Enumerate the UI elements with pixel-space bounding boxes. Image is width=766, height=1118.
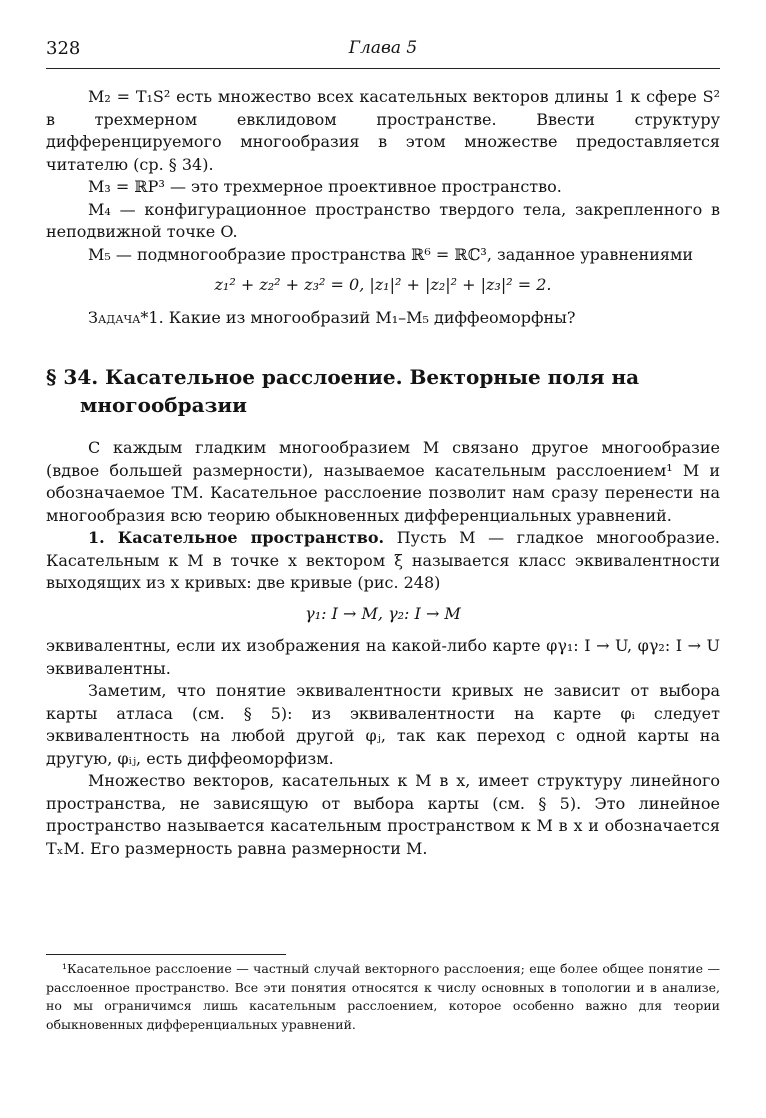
paragraph-atlas: Заметим, что понятие эквивалентности кривых не зависит от выбора карты атласа (см. § 5): из эквивалентности на карте φᵢ следует эквивалентность на любой другой φⱼ, так как переход с одной карты на другую, φᵢⱼ, есть диффеоморфизм. (46, 681, 720, 768)
task-label: Задача*1. (88, 307, 164, 327)
task-1 (46, 307, 720, 330)
page-number: 328 (46, 38, 81, 59)
paragraph-linear-space: Множество векторов, касательных к M в x, имеет структуру линейного пространства, не зависящую от выбора карты (см. § 5). Это линейное пространство называется касательным пространством к M в x и обозначается TₓM. Его размерность равна размерности M. (46, 771, 721, 858)
m5-equations: z₁² + z₂² + z₃² = 0, |z₁|² + |z₂|² + |z₃|² = 2. (214, 275, 552, 294)
running-head: Глава 5 (348, 38, 418, 58)
footnote (46, 960, 720, 1034)
paragraph-tangent-space-text: Пусть M — гладкое многообразие. Касательным к M в точке x вектором ξ называется класс эквивалентности выходящих из x кривых: две кривые (рис. 248) (46, 528, 721, 592)
item-m3: M₃ = ℝP³ — это трехмерное проективное пространство. (88, 177, 562, 196)
item-m5: M₅ — подмногообразие пространства ℝ⁶ = ℝℂ³, заданное уравнениями (88, 244, 694, 264)
footnote-rule (46, 954, 286, 955)
task-text: Какие из многообразий M₁–M₅ диффеоморфны? (168, 307, 576, 327)
item-m2: M₂ = T₁S² есть множество всех касательных векторов длины 1 к сфере S² в трехмерном евклидовом пространстве. Ввести структуру дифференцируемого многообразия в этом множестве предоставляется читателю (ср. § 34). (46, 87, 720, 174)
header-rule (46, 68, 720, 69)
curves-formula: γ₁: I → M, γ₂: I → M (305, 603, 461, 623)
paragraph-equivalence: эквивалентны, если их изображения на какой-либо карте φγ₁: I → U, φγ₂: I → U эквивалентны. (46, 636, 720, 678)
paragraph-intro: С каждым гладким многообразием M связано другое многообразие (вдвое большей размерности), называемое касательным расслоением¹ M и обозначаемое TM. Касательное расслоение позволит нам сразу перенести на многообразия всю теорию обыкновенных дифференциальных уравнений. (46, 438, 720, 525)
footnote-text: ¹Касательное расслоение — частный случай векторного расслоения; еще более общее понятие — расслоенное пространство. Все эти понятия относятся к числу основных в топологии и в анализе, но мы ограничимся лишь касательным расслоением, которое особенно важно для теории обыкновенных дифференциальных уравнений. (46, 961, 720, 1032)
page-header (46, 38, 720, 64)
section-title: § 34. Касательное расслоение. Векторные поля на многообразии (46, 365, 640, 417)
page-body (46, 86, 720, 860)
item-m4: M₄ — конфигурационное пространство твердого тела, закрепленного в неподвижной точке O. (46, 199, 720, 241)
paragraph-tangent-space (46, 527, 720, 595)
subsection-title: 1. Касательное пространство. (88, 528, 385, 547)
